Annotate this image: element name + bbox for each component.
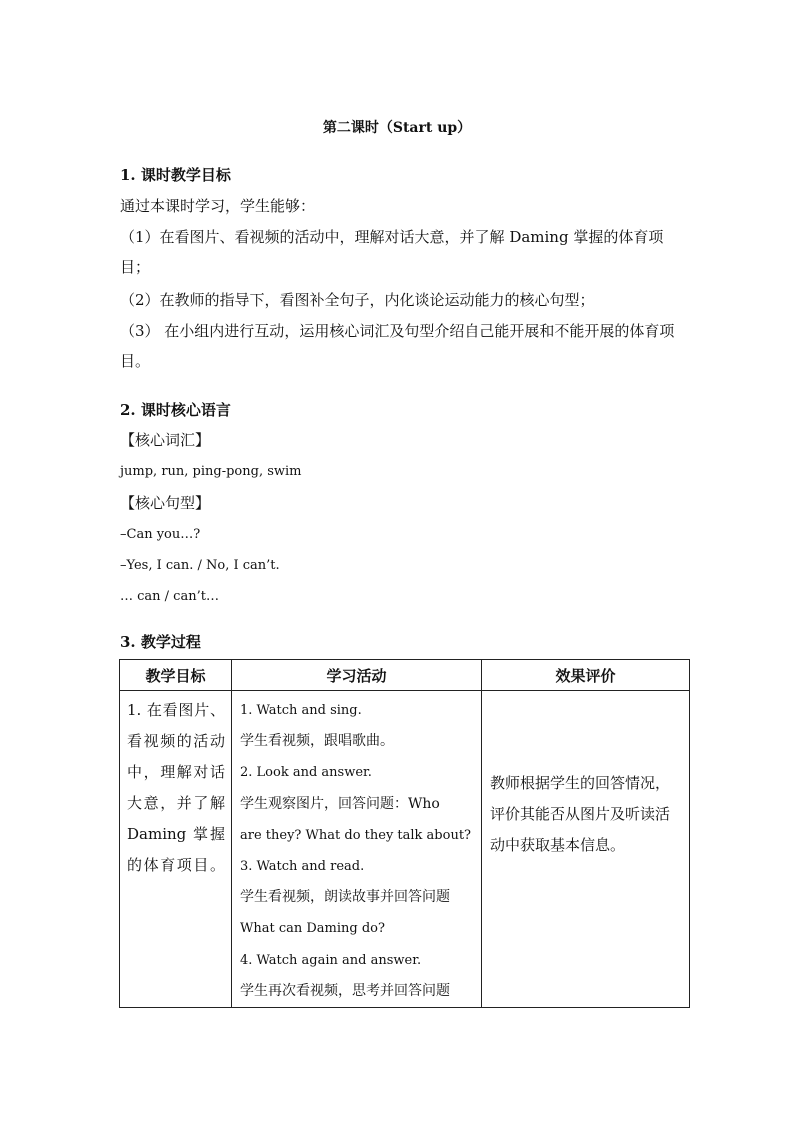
section3-heading: 3. 教学过程: [120, 633, 201, 651]
header-activity: 学习活动: [232, 660, 482, 691]
evaluation-cell: [482, 691, 690, 1008]
activity-line: 1. Watch and sing.: [240, 703, 362, 718]
activity-line: What can Daming do?: [240, 921, 385, 937]
activity-line: 3. Watch and read.: [240, 859, 365, 875]
section1-heading: 1. 课时教学目标: [120, 166, 231, 184]
activity-line: are they? What do they talk about?: [240, 827, 472, 843]
table-header-row: [120, 660, 690, 691]
header-goal: 教学目标: [120, 660, 232, 691]
pattern-3: … can / can’t…: [120, 589, 219, 604]
goal-1: （1）在看图片、看视频的活动中，理解对话大意，并了解 Daming 掌握的体育项目；: [120, 228, 664, 276]
activity-cell: [232, 691, 482, 1008]
table-row: [120, 691, 690, 1008]
activity-line: 学生观察图片，回答问题：Who: [240, 795, 440, 812]
section2-heading: 2. 课时核心语言: [120, 401, 231, 419]
activity-line: 学生再次看视频，思考并回答问题: [240, 982, 450, 999]
goal-cell: [120, 691, 232, 1008]
teaching-process-table: [119, 659, 690, 1008]
section1-intro: 通过本课时学习，学生能够：: [120, 197, 316, 215]
goal-3: （3） 在小组内进行互动，运用核心词汇及句型介绍自己能开展和不能开展的体育项目。: [120, 322, 675, 370]
activity-line: 4. Watch again and answer.: [240, 952, 422, 968]
lesson-title: 第二课时（Start up）: [322, 120, 472, 136]
vocab-label: 【核心词汇】: [120, 431, 211, 449]
header-evaluation: 效果评价: [482, 660, 690, 691]
activity-line: 2. Look and answer.: [240, 765, 372, 781]
pattern-2: –Yes, I can. / No, I can’t.: [120, 558, 280, 573]
activity-line: 学生看视频，跟唱歌曲。: [240, 733, 394, 750]
pattern-1: –Can you…?: [120, 527, 201, 542]
evaluation-text: 教师根据学生的回答情况，评价其能否从图片及听读活动中获取基本信息。: [490, 773, 671, 854]
vocab-list: jump, run, ping-pong, swim: [120, 464, 302, 479]
goal-2: （2）在教师的指导下，看图补全句子，内化谈论运动能力的核心句型；: [120, 291, 595, 309]
activity-line: 学生看视频，朗读故事并回答问题: [240, 889, 450, 906]
goal-text: 1. 在看图片、看视频的活动中，理解对话大意，并了解 Daming 掌握的体育项目。: [127, 701, 225, 874]
patterns-label: 【核心句型】: [120, 494, 211, 512]
